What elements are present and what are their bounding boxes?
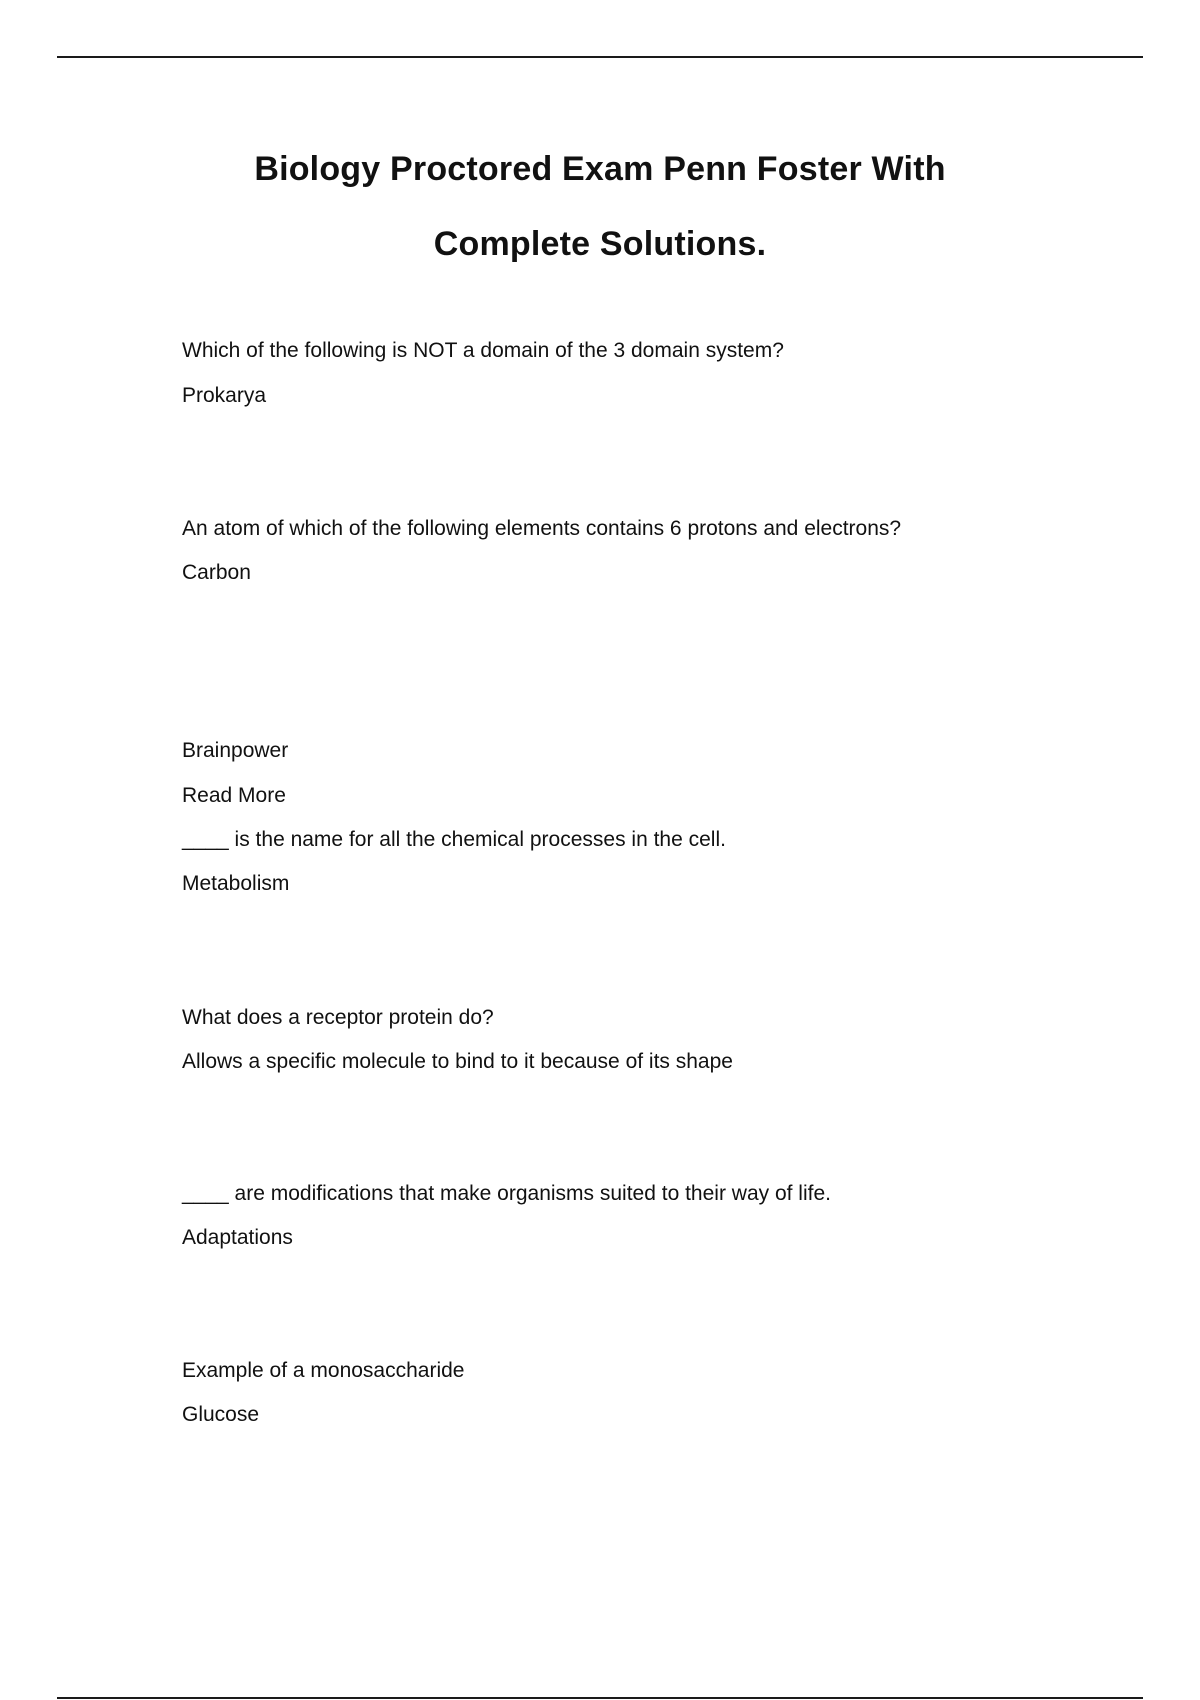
read-more-link[interactable]: Read More — [182, 784, 286, 807]
question-text: ____ are modifications that make organisms suited to their way of life. — [182, 1182, 831, 1205]
question-text: Which of the following is NOT a domain of the 3 domain system? — [182, 339, 784, 362]
document-title-line2: Complete Solutions. — [433, 225, 767, 263]
answer-text: Metabolism — [182, 872, 290, 895]
question-text: An atom of which of the following elements contains 6 protons and electrons? — [182, 517, 902, 540]
answer-text: Carbon — [182, 561, 251, 584]
answer-text: Allows a specific molecule to bind to it because of its shape — [182, 1050, 733, 1073]
answer-text: Glucose — [182, 1403, 260, 1426]
answer-text: Adaptations — [182, 1226, 293, 1249]
footer-rule — [57, 1697, 1143, 1699]
answer-text: Prokarya — [182, 384, 267, 407]
brainpower-label: Brainpower — [182, 739, 289, 762]
question-text: Example of a monosaccharide — [182, 1359, 465, 1382]
header-rule — [57, 56, 1143, 58]
document-title-line1: Biology Proctored Exam Penn Foster With — [254, 150, 946, 188]
question-text: What does a receptor protein do? — [182, 1006, 494, 1029]
question-text: ____ is the name for all the chemical processes in the cell. — [182, 828, 726, 851]
